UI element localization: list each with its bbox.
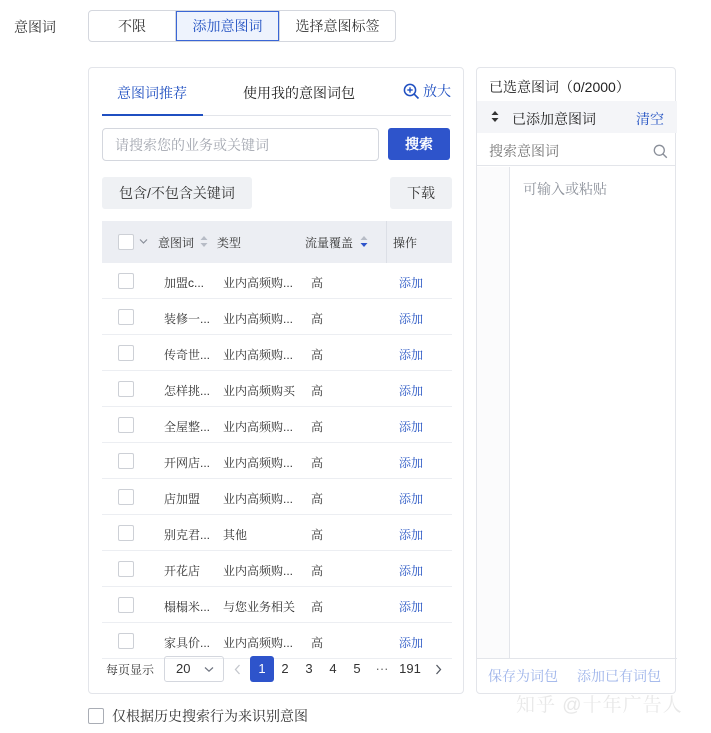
page-ellipsis[interactable]: ··· (375, 661, 389, 676)
row-checkbox[interactable] (118, 633, 134, 649)
table-row (102, 335, 452, 371)
add-existing-pack-link[interactable]: 添加已有词包 (577, 668, 661, 684)
row-type: 业内高频购... (223, 312, 294, 326)
row-keyword: 家具价... (164, 636, 211, 650)
header-type: 类型 (217, 236, 242, 250)
save-as-pack-link[interactable]: 保存为词包 (488, 668, 558, 684)
intent-field-label: 意图词 (14, 19, 56, 35)
mode-option-select-intent-tags[interactable]: 选择意图标签 (279, 11, 395, 41)
row-type: 业内高频购... (223, 276, 294, 290)
row-coverage: 高 (311, 276, 324, 290)
active-tab-indicator (102, 114, 203, 116)
zoom-button[interactable] (403, 81, 451, 101)
mode-option-add-intent-words[interactable]: 添加意图词 (175, 11, 279, 41)
header-action: 操作 (393, 236, 418, 250)
row-keyword: 开花店 (164, 564, 201, 578)
intent-word-table (102, 221, 452, 650)
row-coverage: 高 (311, 348, 324, 362)
sort-icon[interactable] (491, 110, 499, 123)
row-type: 业内高频购... (223, 564, 294, 578)
zoom-label: 放大 (423, 83, 451, 99)
add-link[interactable]: 添加 (399, 384, 424, 398)
row-checkbox[interactable] (118, 381, 134, 397)
history-only-label: 仅根据历史搜索行为来识别意图 (112, 708, 308, 724)
table-header (102, 221, 452, 263)
tab-intent-recommend[interactable]: 意图词推荐 (117, 85, 187, 101)
header-coverage: 流量覆盖 (305, 236, 354, 250)
added-intent-label: 已添加意图词 (512, 111, 596, 127)
selected-panel-title: 已选意图词（0/2000） (489, 79, 630, 95)
row-type: 业内高频购... (223, 456, 294, 470)
selected-intent-panel (476, 67, 676, 694)
table-row (102, 515, 452, 551)
table-row (102, 299, 452, 335)
footer-divider (477, 658, 677, 659)
add-link[interactable]: 添加 (399, 420, 424, 434)
row-checkbox[interactable] (118, 489, 134, 505)
row-keyword: 装修一... (164, 312, 211, 326)
paste-input-hint[interactable]: 可输入或粘贴 (523, 181, 607, 197)
history-only-option[interactable] (88, 706, 308, 726)
add-link[interactable]: 添加 (399, 348, 424, 362)
search-button[interactable]: 搜索 (388, 128, 450, 160)
row-coverage: 高 (311, 492, 324, 506)
row-keyword: 传奇世... (164, 348, 211, 362)
table-row (102, 479, 452, 515)
per-page-label: 每页显示 (106, 663, 155, 677)
table-row (102, 587, 452, 623)
row-keyword: 怎样挑... (164, 384, 211, 398)
add-link[interactable]: 添加 (399, 312, 424, 326)
download-button[interactable]: 下载 (390, 177, 452, 209)
row-type: 与您业务相关 (223, 600, 296, 614)
table-row (102, 443, 452, 479)
row-keyword: 全屋整... (164, 420, 211, 434)
row-type: 其他 (223, 528, 248, 542)
row-coverage: 高 (311, 636, 324, 650)
row-coverage: 高 (311, 600, 324, 614)
page-5-button[interactable]: 5 (353, 661, 361, 676)
row-keyword: 开网店... (164, 456, 211, 470)
prev-page-icon[interactable] (234, 664, 241, 675)
row-checkbox[interactable] (118, 309, 134, 325)
row-type: 业内高频购... (223, 420, 294, 434)
add-link[interactable]: 添加 (399, 636, 424, 650)
next-page-icon[interactable] (435, 664, 442, 675)
row-type: 业内高频购... (223, 492, 294, 506)
table-row (102, 407, 452, 443)
sort-icon[interactable] (200, 235, 208, 248)
row-keyword: 加盟c... (164, 276, 205, 290)
intent-word-recommend-panel (88, 67, 464, 694)
row-coverage: 高 (311, 528, 324, 542)
page-1-button[interactable]: 1 (250, 656, 274, 682)
row-coverage: 高 (311, 420, 324, 434)
mode-option-unlimited[interactable]: 不限 (118, 18, 146, 34)
row-checkbox[interactable] (118, 453, 134, 469)
keyword-search-input[interactable] (102, 128, 379, 161)
row-coverage: 高 (311, 456, 324, 470)
row-checkbox[interactable] (118, 345, 134, 361)
row-checkbox[interactable] (118, 273, 134, 289)
selected-search-input[interactable] (477, 136, 675, 166)
page-4-button[interactable]: 4 (329, 661, 337, 676)
table-row (102, 371, 452, 407)
add-link[interactable]: 添加 (399, 564, 424, 578)
row-keyword: 店加盟 (164, 492, 201, 506)
add-link[interactable]: 添加 (399, 456, 424, 470)
row-coverage: 高 (311, 564, 324, 578)
row-keyword: 榻榻米... (164, 600, 211, 614)
row-keyword: 别克君... (164, 528, 211, 542)
tab-my-intent-packs[interactable]: 使用我的意图词包 (243, 85, 355, 101)
history-only-checkbox[interactable] (88, 708, 104, 724)
row-coverage: 高 (311, 384, 324, 398)
page-3-button[interactable]: 3 (305, 661, 313, 676)
watermark-text: 知乎 @十年广告人 (516, 695, 683, 716)
chevron-down-icon (204, 666, 214, 673)
row-checkbox[interactable] (118, 561, 134, 577)
add-link[interactable]: 添加 (399, 492, 424, 506)
search-icon[interactable] (653, 144, 668, 159)
table-row (102, 551, 452, 587)
page-size-value: 20 (176, 661, 191, 676)
sort-desc-icon[interactable] (360, 235, 368, 248)
line-number-gutter (477, 167, 510, 659)
chevron-down-icon[interactable] (139, 238, 148, 245)
clear-button[interactable]: 清空 (636, 111, 664, 127)
intent-mode-segmented-control (88, 10, 396, 42)
zoom-in-icon (403, 83, 420, 100)
select-all-checkbox[interactable] (118, 234, 134, 250)
add-link[interactable]: 添加 (399, 528, 424, 542)
column-divider (386, 221, 387, 263)
row-coverage: 高 (311, 312, 324, 326)
add-link[interactable]: 添加 (399, 600, 424, 614)
page-last-button[interactable]: 191 (399, 661, 421, 676)
page-size-select[interactable] (164, 656, 224, 682)
row-type: 业内高频购... (223, 348, 294, 362)
include-exclude-keywords-button[interactable]: 包含/不包含关键词 (102, 177, 252, 209)
row-checkbox[interactable] (118, 597, 134, 613)
row-type: 业内高频购... (223, 636, 294, 650)
header-keyword: 意图词 (158, 236, 195, 250)
row-type: 业内高频购买 (223, 384, 296, 398)
row-checkbox[interactable] (118, 417, 134, 433)
page-2-button[interactable]: 2 (281, 661, 289, 676)
table-row (102, 263, 452, 299)
add-link[interactable]: 添加 (399, 276, 424, 290)
table-row (102, 623, 452, 659)
row-checkbox[interactable] (118, 525, 134, 541)
